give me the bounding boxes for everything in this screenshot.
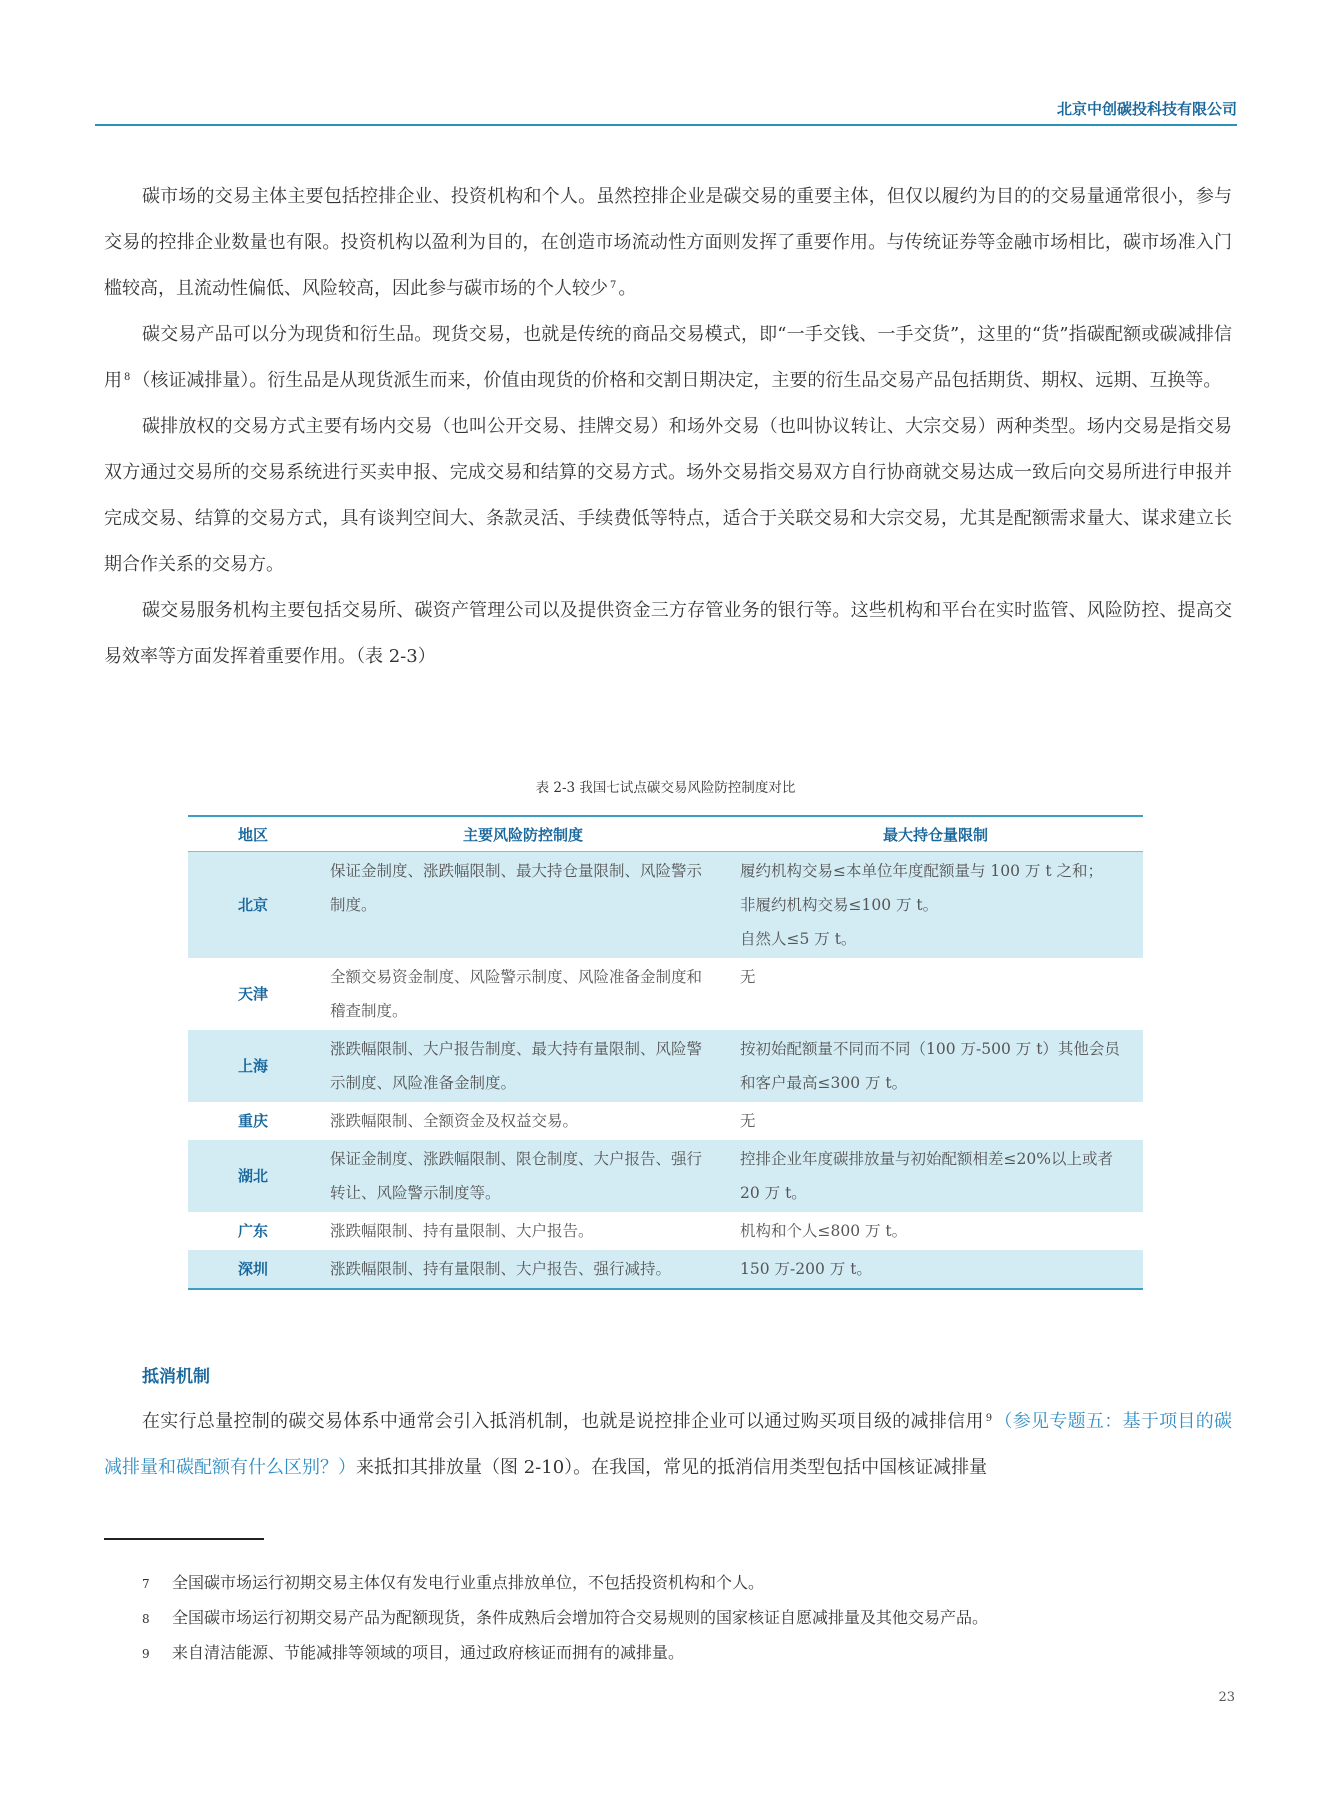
footnote-item: 7 全国碳市场运行初期交易主体仅有发电行业重点排放单位，不包括投资机构和个人。 [142, 1573, 765, 1592]
table-row [188, 958, 1143, 1030]
footnote-item: 8 全国碳市场运行初期交易产品为配额现货，条件成熟后会增加符合交易规则的国家核证自愿减排量及其他交易产品。 [142, 1608, 989, 1627]
table-row [188, 1102, 1143, 1140]
header-company-name: 北京中创碳投科技有限公司 [1056, 100, 1237, 118]
table-cell-region: 广东 [237, 1222, 268, 1240]
table-header-row [188, 816, 1143, 852]
header-divider [95, 124, 1237, 126]
table-cell-region: 北京 [188, 852, 318, 959]
table-cell-limit: 履约机构交易≤本单位年度配额量与 100 万 t 之和； 非履约机构交易≤100 万 t。 自然人≤5 万 t。 [728, 852, 1143, 959]
paragraph-service-institutions: 碳交易服务机构主要包括交易所、碳资产管理公司以及提供资金三方存管业务的银行等。这些机构和平台在实时监管、风险防控、提高交易效率等方面发挥着重要作用。（表 2-3） [104, 600, 1232, 667]
table-row [188, 1030, 1143, 1102]
table-row [188, 1250, 1143, 1289]
table-cell-region: 深圳 [188, 1250, 318, 1289]
table-cell-limit: 机构和个人≤800 万 t。 [740, 1222, 908, 1240]
table-header-region: 地区 [188, 816, 318, 852]
paragraph-trading-products: 碳交易产品可以分为现货和衍生品。现货交易，也就是传统的商品交易模式，即“一手交钱、一手交货”，这里的“货”指碳配额或碳减排信用 $^8$ （核证减排量）。衍生品是从现货派生而来，价值由现货的价格和交割日期决定，主要的衍生品交易产品包括期货、期权、远期、互换等。 [104, 324, 1232, 391]
table-header-limit: 最大持仓量限制 [728, 816, 1143, 852]
topic-five-link[interactable]: （参见专题五：基于项目的碳减排量和碳配额有什么区别？） [104, 1411, 1233, 1478]
table-cell-limit: 控排企业年度碳排放量与初始配额相差≤20%以上或者 20 万 t。 [728, 1140, 1143, 1212]
table-cell-region: 天津 [237, 985, 268, 1003]
footnotes [142, 1566, 1222, 1671]
table-cell-system: 全额交易资金制度、风险警示制度、风险准备金制度和稽查制度。 [330, 968, 703, 1020]
risk-control-table [188, 815, 1143, 1290]
table-cell-system: 保证金制度、涨跌幅限制、限仓制度、大户报告、强行转让、风险警示制度等。 [318, 1140, 728, 1212]
table-header-system: 主要风险防控制度 [318, 816, 728, 852]
table-cell-system: 涨跌幅限制、持有量限制、大户报告、强行减持。 [318, 1250, 728, 1289]
table-row [188, 1212, 1143, 1250]
table-caption: 表 2-3 我国七试点碳交易风险防控制度对比 [535, 780, 796, 796]
footnote-item: 9 来自清洁能源、节能减排等领域的项目，通过政府核证而拥有的减排量。 [142, 1643, 685, 1662]
paragraph-trading-methods: 碳排放权的交易方式主要有场内交易（也叫公开交易、挂牌交易）和场外交易（也叫协议转让、大宗交易）两种类型。场内交易是指交易双方通过交易所的交易系统进行买卖申报、完成交易和结算的交易方式。场外交易指交易双方自行协商就交易达成一致后向交易所进行申报并完成交易、结算的交易方式，具有谈判空间大、条款灵活、手续费低等特点，适合于关联交易和大宗交易，尤其是配额需求量大、谋求建立长期合作关系的交易方。 [104, 416, 1232, 575]
page-number: 23 [1218, 1690, 1235, 1705]
footnote-ref-7: 7 [610, 280, 617, 291]
table-cell-region: 重庆 [237, 1112, 268, 1130]
table-cell-region: 湖北 [188, 1140, 318, 1212]
table-cell-system: 保证金制度、涨跌幅限制、最大持仓量限制、风险警示制度。 [318, 852, 728, 959]
table-cell-limit: 无 [740, 968, 756, 986]
table-cell-limit: 按初始配额量不同而不同（100 万-500 万 t）其他会员和客户最高≤300 万 t。 [728, 1030, 1143, 1102]
table-cell-limit: 无 [740, 1112, 756, 1130]
table-cell-system: 涨跌幅限制、全额资金及权益交易。 [330, 1112, 579, 1130]
paragraph-offset-mechanism: 在实行总量控制的碳交易体系中通常会引入抵消机制，也就是说控排企业可以通过购买项目级的减排信用 $^9$ （参见专题五：基于项目的碳减排量和碳配额有什么区别？）来抵扣其排放量（图 2-10）。在我国，常见的抵消信用类型包括中国核证减排量 [104, 1411, 1233, 1478]
table-cell-region: 上海 [188, 1030, 318, 1102]
table-row [188, 852, 1143, 959]
footnote-divider [104, 1538, 264, 1540]
footnote-ref-8: 8 [124, 372, 131, 383]
table-cell-system: 涨跌幅限制、持有量限制、大户报告。 [330, 1222, 594, 1240]
section-title-offset-mechanism: 抵消机制 [142, 1367, 210, 1387]
table-cell-limit: 150 万-200 万 t。 [728, 1250, 1143, 1289]
table-row [188, 1140, 1143, 1212]
table-cell-system: 涨跌幅限制、大户报告制度、最大持有量限制、风险警示制度、风险准备金制度。 [318, 1030, 728, 1102]
offset-paragraph-block [104, 1399, 1232, 1491]
paragraph-trading-subjects: 碳市场的交易主体主要包括控排企业、投资机构和个人。虽然控排企业是碳交易的重要主体，但仅以履约为目的的交易量通常很小，参与交易的控排企业数量也有限。投资机构以盈利为目的，在创造市场流动性方面则发挥了重要作用。与传统证券等金融市场相比，碳市场准入门槛较高，且流动性偏低、风险较高，因此参与碳市场的个人较少 $^7$ 。 [104, 186, 1232, 299]
body-paragraphs [104, 174, 1232, 680]
footnote-ref-9: 9 [985, 1413, 993, 1424]
